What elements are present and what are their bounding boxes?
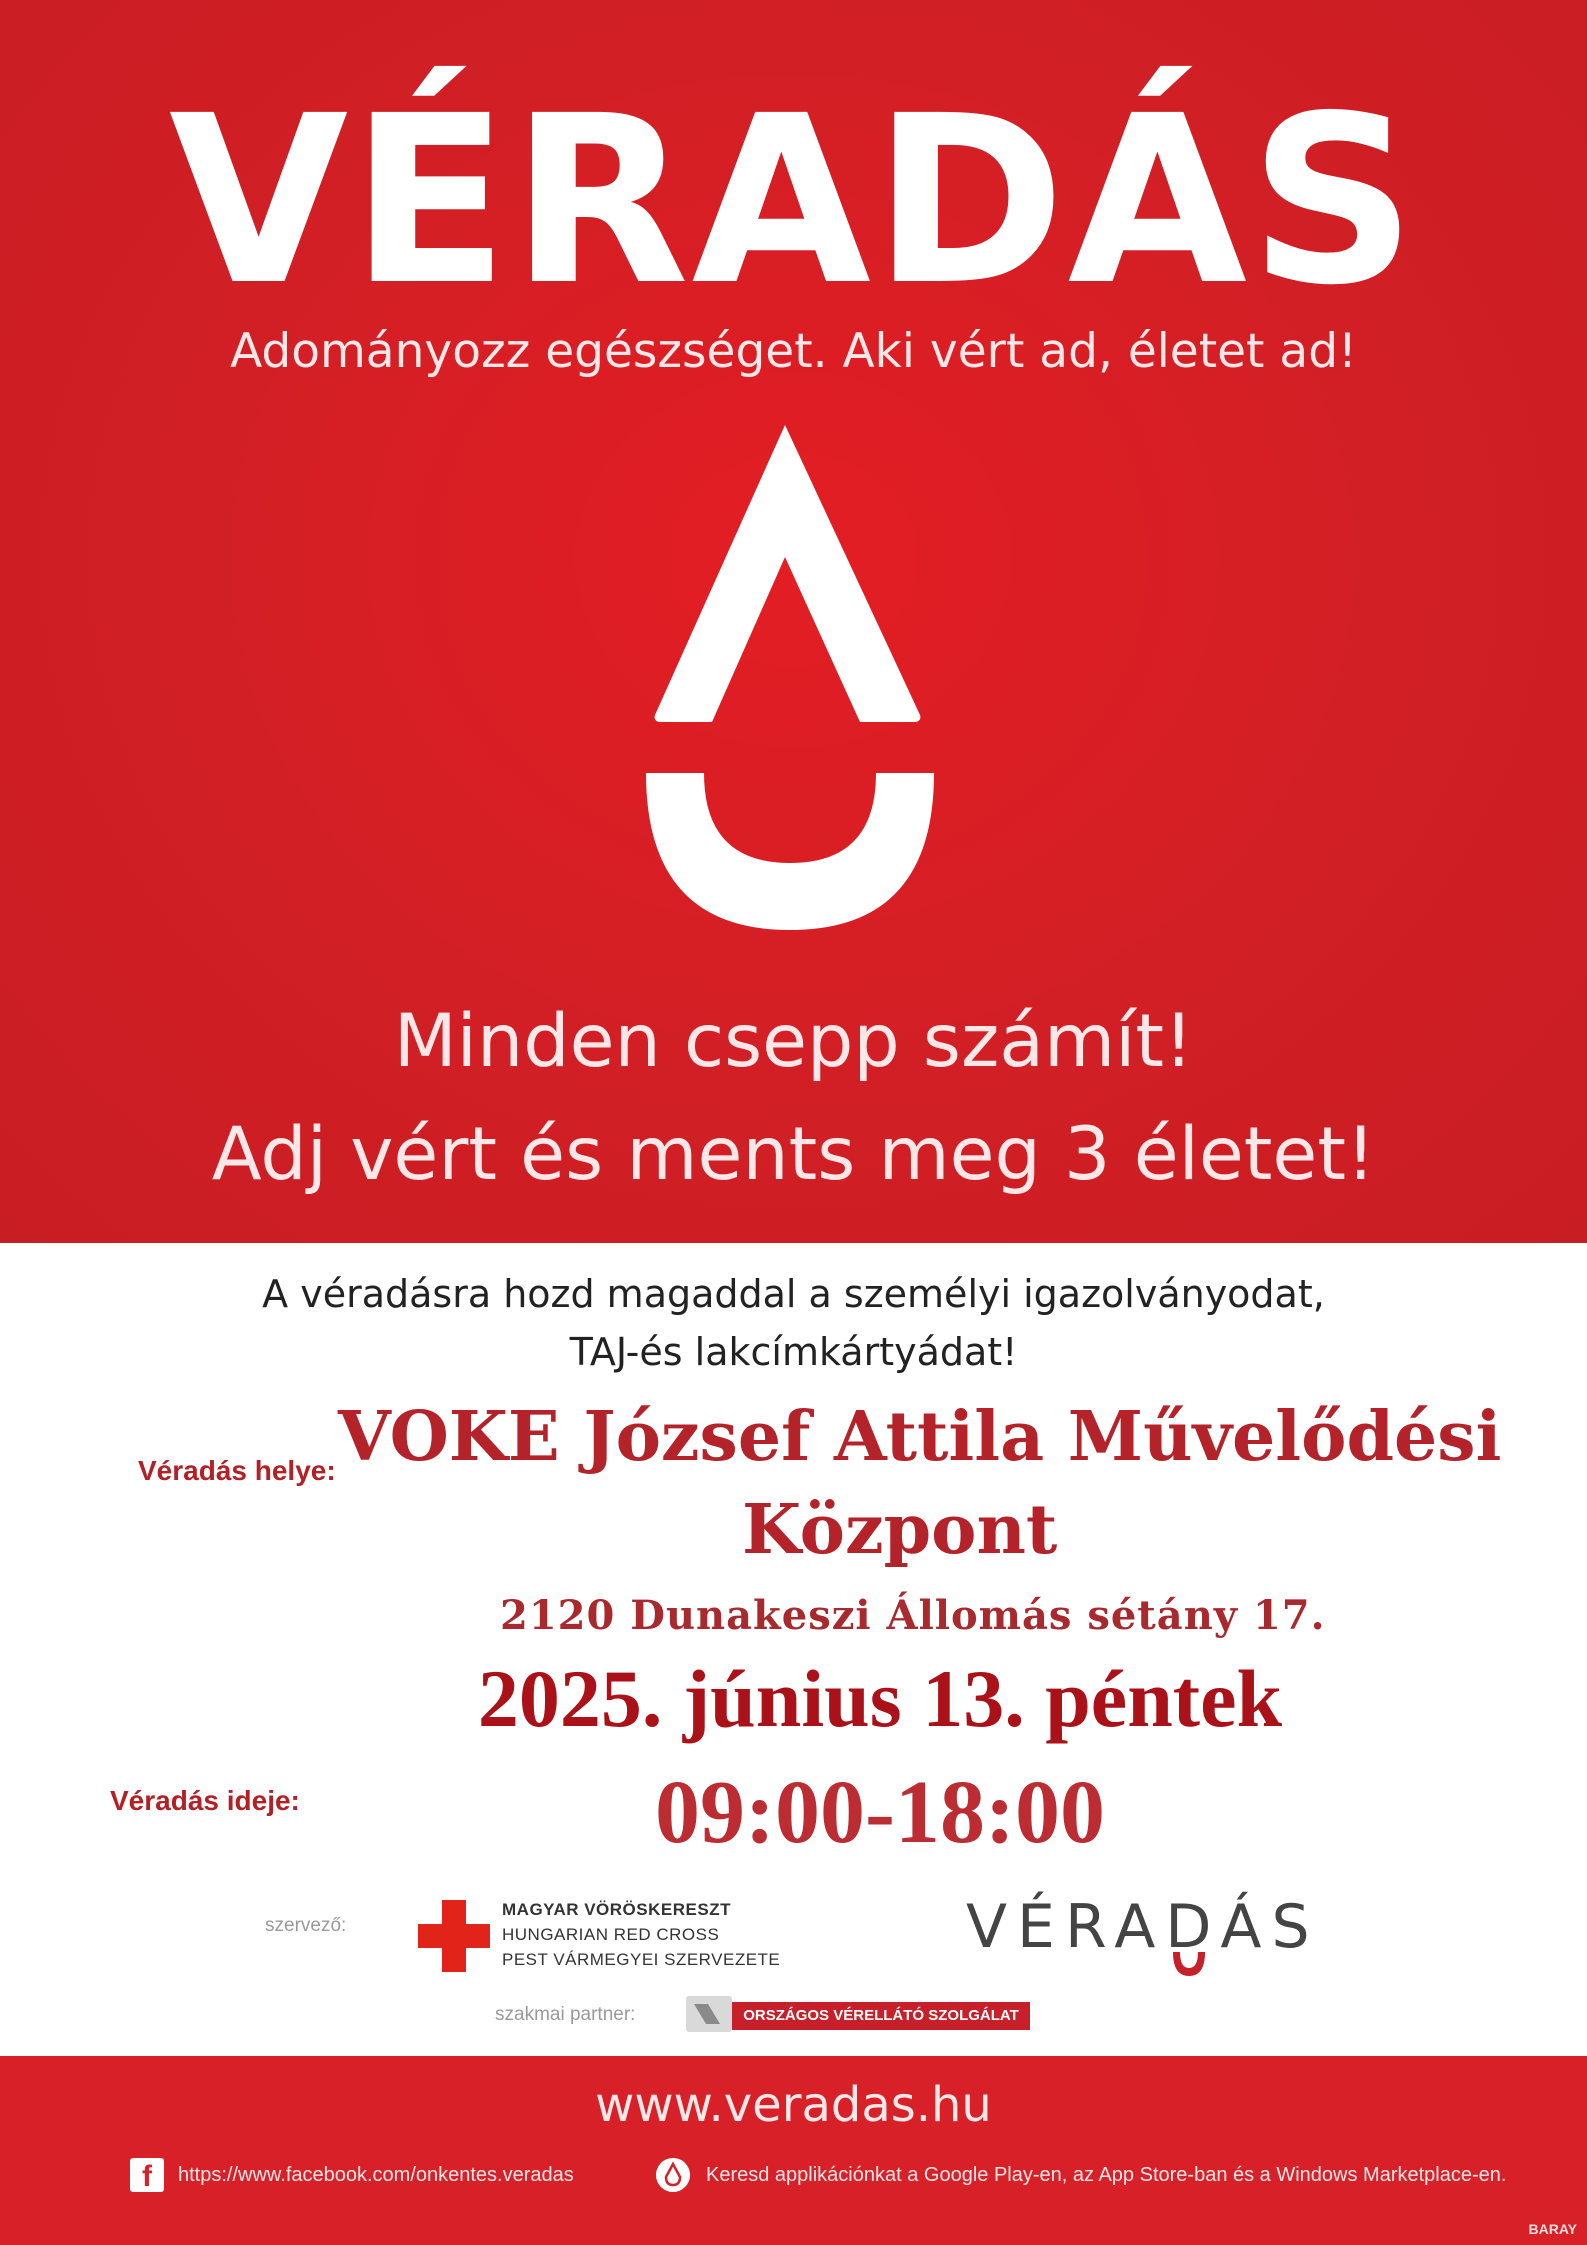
venue-name-line-1: VOKE József Attila Művelődési	[338, 1397, 1502, 1477]
poster-title: VÉRADÁS	[168, 66, 1419, 336]
red-cross-branch: PEST VÁRMEGYEI SZERVEZETE	[502, 1950, 781, 1969]
slogan-line-2: Adj vért és ments meg 3 életet!	[211, 1112, 1376, 1197]
partner-name: ORSZÁGOS VÉRELLÁTÓ SZOLGÁLAT	[732, 2002, 1030, 2030]
event-date: 2025. június 13. péntek	[477, 1653, 1283, 1744]
red-cross-icon	[418, 1900, 490, 1972]
venue-label: Véradás helye:	[138, 1455, 336, 1486]
facebook-link[interactable]: https://www.facebook.com/onkentes.veradas	[178, 2164, 574, 2186]
partner-logo-icon	[686, 1996, 732, 2032]
app-info-text: Keresd applikációnkat a Google Play-en, az App Store-ban és a Windows Marketplace-en.	[706, 2164, 1507, 2186]
partner-label: szakmai partner:	[495, 2004, 636, 2025]
organizer-label: szervező:	[265, 1915, 347, 1936]
app-drop-icon	[656, 2158, 690, 2192]
blood-drop-icon	[630, 425, 950, 930]
veradas-logo: VÉRADÁS	[966, 1892, 1320, 1962]
event-time: 09:00-18:00	[655, 1763, 1105, 1862]
venue-address: 2120 Dunakeszi Állomás sétány 17.	[500, 1592, 1326, 1639]
venue-name-line-2: Központ	[742, 1490, 1058, 1570]
poster-subtitle: Adományozz egészséget. Aki vért ad, életet ad!	[230, 324, 1357, 379]
time-label: Véradás ideje:	[110, 1785, 300, 1816]
website-link[interactable]: www.veradas.hu	[595, 2077, 992, 2133]
veradas-logo-drop-icon	[1169, 1948, 1209, 1978]
slogan-line-1: Minden csepp számít!	[393, 999, 1194, 1084]
notice-line-2: TAJ-és lakcímkártyádat!	[569, 1330, 1018, 1374]
facebook-icon: f	[130, 2158, 164, 2192]
red-cross-name-hu: MAGYAR VÖRÖSKERESZT	[502, 1900, 731, 1919]
red-cross-name-en: HUNGARIAN RED CROSS	[502, 1925, 720, 1944]
notice-line-1: A véradásra hozd magaddal a személyi igazolványodat,	[262, 1272, 1325, 1316]
corner-mark: BARAY	[1528, 2221, 1577, 2237]
